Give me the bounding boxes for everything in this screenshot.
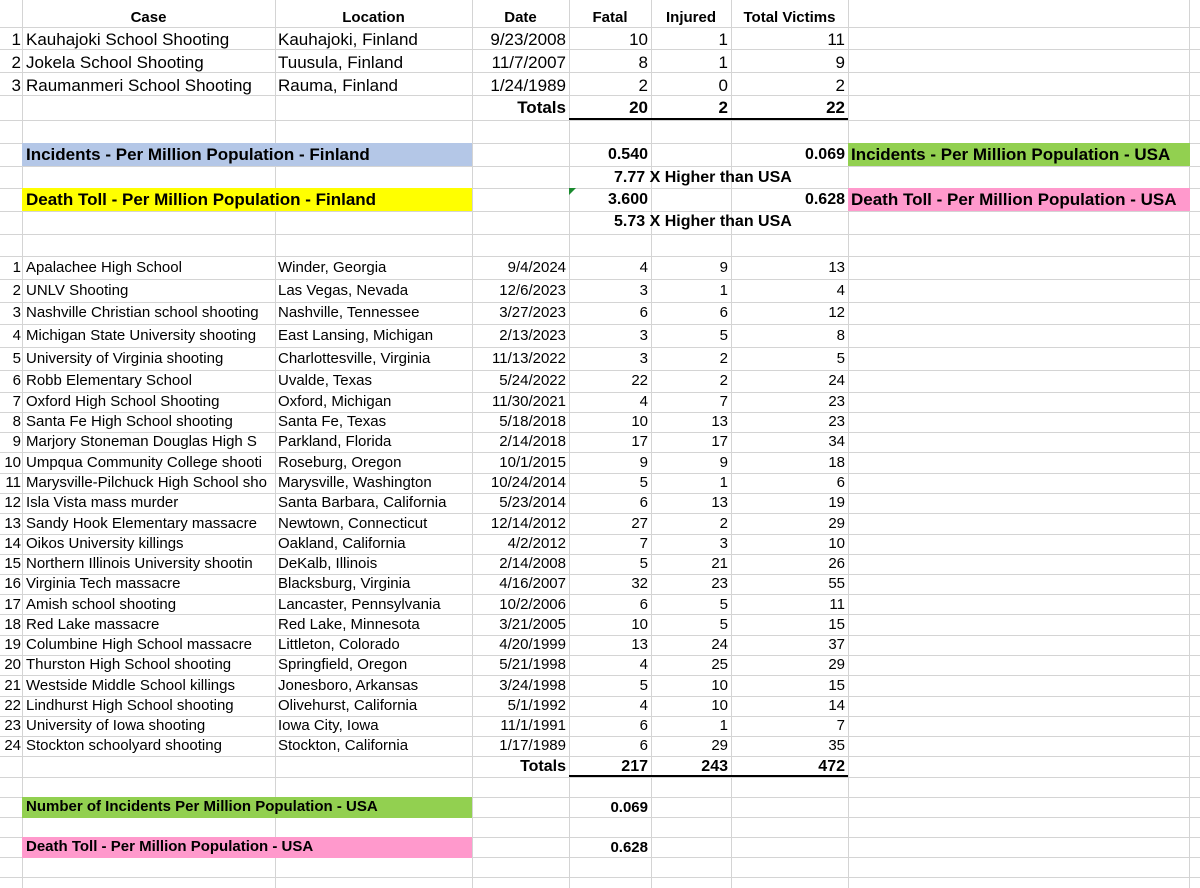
finland-row-total[interactable]: 11 [827,31,845,49]
death-usa-label[interactable]: Death Toll - Per Million Population - USA [851,191,1177,209]
row-gridline [0,392,1200,393]
usa-row-total[interactable]: 5 [836,351,845,367]
usa-row-injured[interactable]: 13 [711,495,728,511]
usa-row-fatal[interactable]: 22 [631,373,648,389]
usa-row-case[interactable]: Oxford High School Shooting [26,394,220,410]
row-gridline [0,370,1200,371]
row-gridline [0,27,1200,28]
usa-row-fatal[interactable]: 5 [639,556,648,572]
usa-row-injured[interactable]: 2 [719,373,728,389]
death-ratio[interactable]: 5.73 X Higher than USA [614,214,792,230]
row-gridline [0,614,1200,615]
row-gridline [0,120,1200,121]
row-gridline [0,675,1200,676]
row-gridline [0,877,1200,878]
usa-row-date[interactable]: 3/27/2023 [499,305,566,321]
usa-row-total[interactable]: 23 [828,414,845,430]
usa-row-total[interactable]: 10 [828,536,845,552]
header-date[interactable]: Date [504,10,537,26]
usa-row-case[interactable]: Westside Middle School killings [26,678,235,694]
usa-row-total[interactable]: 18 [828,455,845,471]
usa-totals-underline [569,775,848,777]
finland-row-date[interactable]: 1/24/1989 [490,77,566,95]
row-gridline [0,493,1200,494]
finland-row-total[interactable]: 2 [835,77,845,95]
usa-row-total[interactable]: 4 [836,283,845,299]
usa-row-fatal[interactable]: 13 [631,637,648,653]
usa-row-injured[interactable]: 5 [719,597,728,613]
usa-row-case[interactable]: University of Iowa shooting [26,718,206,734]
row-gridline [0,412,1200,413]
usa-row-location[interactable]: Santa Barbara, California [278,495,447,511]
usa-row-total[interactable]: 11 [829,597,845,613]
usa-row-total[interactable]: 34 [828,434,845,450]
usa-row-number[interactable]: 5 [12,351,21,367]
column-gridline [1189,0,1190,888]
usa-row-location[interactable]: Littleton, Colorado [278,637,400,653]
row-gridline [0,736,1200,737]
usa-row-location[interactable]: Parkland, Florida [278,434,392,450]
usa-row-total[interactable]: 6 [836,475,845,491]
finland-totals-underline [569,118,848,120]
usa-row-total[interactable]: 29 [828,657,845,673]
usa-row-date[interactable]: 4/2/2012 [507,536,566,552]
finland-row-fatal[interactable]: 2 [638,77,648,95]
usa-row-location[interactable]: Uvalde, Texas [278,373,372,389]
incidents-usa-label[interactable]: Incidents - Per Million Population - USA [851,146,1171,164]
usa-row-location[interactable]: Winder, Georgia [278,260,387,276]
usa-row-number[interactable]: 10 [4,455,21,471]
usa-row-date[interactable]: 4/16/2007 [499,576,566,592]
usa-row-case[interactable]: Santa Fe High School shooting [26,414,233,430]
usa-row-total[interactable]: 29 [828,516,845,532]
usa-row-date[interactable]: 12/14/2012 [490,516,566,532]
usa-row-date[interactable]: 9/4/2024 [507,260,566,276]
row-gridline [0,324,1200,325]
usa-row-injured[interactable]: 13 [711,414,728,430]
finland-row-case[interactable]: Jokela School Shooting [26,54,204,72]
header-total-victims[interactable]: Total Victims [743,10,836,26]
usa-row-case[interactable]: Marjory Stoneman Douglas High S [26,434,257,450]
usa-row-date[interactable]: 10/24/2014 [490,475,566,491]
usa-row-location[interactable]: Oxford, Michigan [278,394,392,410]
usa-row-case[interactable]: Nashville Christian school shooting [26,305,259,321]
finland-row-total[interactable]: 9 [835,54,845,72]
usa-row-location[interactable]: Marysville, Washington [278,475,432,491]
usa-row-number[interactable]: 14 [4,536,21,552]
summary-incidents-value[interactable]: 0.069 [610,800,648,816]
row-gridline [0,574,1200,575]
finland-row-injured[interactable]: 1 [718,54,728,72]
usa-row-case[interactable]: University of Virginia shooting [26,351,224,367]
usa-row-injured[interactable]: 1 [719,283,728,299]
usa-row-injured[interactable]: 3 [719,536,728,552]
usa-row-date[interactable]: 5/24/2022 [499,373,566,389]
usa-row-location[interactable]: DeKalb, Illinois [278,556,378,572]
finland-row-date[interactable]: 11/7/2007 [491,54,566,72]
usa-row-injured[interactable]: 6 [719,305,728,321]
usa-row-location[interactable]: Nashville, Tennessee [278,305,420,321]
usa-row-number[interactable]: 20 [4,657,21,673]
row-gridline [0,716,1200,717]
usa-row-location[interactable]: Springfield, Oregon [278,657,408,673]
usa-row-fatal[interactable]: 6 [639,495,648,511]
row-gridline [0,696,1200,697]
column-gridline [848,0,849,888]
usa-row-fatal[interactable]: 6 [639,597,648,613]
usa-row-case[interactable]: Stockton schoolyard shooting [26,738,222,754]
usa-row-case[interactable]: Amish school shooting [26,597,177,613]
usa-row-number[interactable]: 13 [4,516,21,532]
usa-row-date[interactable]: 12/6/2023 [499,283,566,299]
row-gridline [0,452,1200,453]
finland-totals-total[interactable]: 22 [826,99,845,117]
usa-row-case[interactable]: UNLV Shooting [26,283,129,299]
usa-row-fatal[interactable]: 4 [639,698,648,714]
usa-row-number[interactable]: 2 [12,283,21,299]
usa-row-fatal[interactable]: 4 [639,657,648,673]
usa-row-injured[interactable]: 23 [711,576,728,592]
usa-row-injured[interactable]: 2 [719,516,728,532]
usa-row-case[interactable]: Robb Elementary School [26,373,192,389]
row-gridline [0,347,1200,348]
usa-row-total[interactable]: 19 [828,495,845,511]
usa-row-date[interactable]: 11/30/2021 [492,394,566,410]
usa-row-injured[interactable]: 17 [711,434,728,450]
usa-row-date[interactable]: 10/2/2006 [499,597,566,613]
usa-row-injured[interactable]: 9 [719,455,728,471]
usa-row-fatal[interactable]: 3 [639,351,648,367]
usa-row-fatal[interactable]: 10 [631,414,648,430]
usa-row-injured[interactable]: 5 [719,617,728,633]
usa-row-location[interactable]: Las Vegas, Nevada [278,283,409,299]
usa-row-total[interactable]: 15 [828,617,845,633]
usa-row-number[interactable]: 16 [4,576,21,592]
usa-row-total[interactable]: 37 [828,637,845,653]
usa-row-number[interactable]: 8 [12,414,21,430]
usa-row-location[interactable]: Newtown, Connecticut [278,516,428,532]
usa-row-number[interactable]: 12 [4,495,21,511]
usa-row-case[interactable]: Virginia Tech massacre [26,576,181,592]
usa-row-fatal[interactable]: 10 [631,617,648,633]
usa-totals-fatal[interactable]: 217 [621,759,648,775]
finland-row-case[interactable]: Raumanmeri School Shooting [26,77,252,95]
usa-row-location[interactable]: Iowa City, Iowa [278,718,379,734]
usa-row-number[interactable]: 21 [4,678,21,694]
usa-row-date[interactable]: 5/23/2014 [499,495,566,511]
row-gridline [0,234,1200,235]
usa-row-location[interactable]: Roseburg, Oregon [278,455,402,471]
usa-row-total[interactable]: 14 [828,698,845,714]
usa-row-number[interactable]: 4 [12,328,21,344]
usa-row-case[interactable]: Umpqua Community College shooti [26,455,262,471]
usa-row-injured[interactable]: 24 [711,637,728,653]
usa-row-date[interactable]: 4/20/1999 [499,637,566,653]
usa-row-date[interactable]: 10/1/2015 [499,455,566,471]
usa-row-date[interactable]: 11/1/1991 [500,718,566,734]
usa-row-case[interactable]: Red Lake massacre [26,617,160,633]
usa-row-injured[interactable]: 21 [711,556,728,572]
row-gridline [0,432,1200,433]
usa-row-fatal[interactable]: 3 [639,328,648,344]
row-gridline [0,166,1200,167]
usa-row-date[interactable]: 3/24/1998 [499,678,566,694]
usa-row-date[interactable]: 2/13/2023 [499,328,566,344]
usa-row-location[interactable]: Oakland, California [278,536,406,552]
usa-row-case[interactable]: Northern Illinois University shootin [26,556,253,572]
incidents-finland-label[interactable]: Incidents - Per Million Population - Finland [26,146,370,164]
summary-death-label[interactable]: Death Toll - Per Million Population - USA [26,839,314,855]
usa-totals-label[interactable]: Totals [520,759,566,775]
usa-row-date[interactable]: 5/18/2018 [499,414,566,430]
incidents-ratio[interactable]: 7.77 X Higher than USA [614,170,792,186]
row-gridline [0,513,1200,514]
usa-row-total[interactable]: 23 [828,394,845,410]
usa-row-injured[interactable]: 10 [711,698,728,714]
usa-row-fatal[interactable]: 6 [639,305,648,321]
usa-row-injured[interactable]: 25 [711,657,728,673]
finland-row-case[interactable]: Kauhajoki School Shooting [26,31,230,49]
usa-row-fatal[interactable]: 3 [639,283,648,299]
header-location[interactable]: Location [342,10,405,26]
usa-row-number[interactable]: 7 [12,394,21,410]
usa-row-case[interactable]: Columbine High School massacre [26,637,252,653]
usa-row-number[interactable]: 17 [4,597,21,613]
usa-row-case[interactable]: Isla Vista mass murder [26,495,179,511]
usa-row-location[interactable]: Santa Fe, Texas [278,414,387,430]
usa-row-injured[interactable]: 7 [719,394,728,410]
usa-row-location[interactable]: Lancaster, Pennsylvania [278,597,441,613]
usa-row-number[interactable]: 18 [4,617,21,633]
death-finland-value[interactable]: 3.600 [607,192,648,208]
finland-totals-label[interactable]: Totals [517,99,566,117]
incidents-finland-value[interactable]: 0.540 [607,147,648,163]
usa-totals-total[interactable]: 472 [818,759,845,775]
row-gridline [0,756,1200,757]
usa-row-date[interactable]: 5/1/1992 [507,698,566,714]
usa-row-fatal[interactable]: 5 [639,475,648,491]
row-gridline [0,302,1200,303]
row-gridline [0,211,1200,212]
finland-row-location[interactable]: Tuusula, Finland [278,54,404,72]
usa-row-fatal[interactable]: 9 [639,455,648,471]
usa-row-total[interactable]: 13 [828,260,845,276]
usa-row-date[interactable]: 1/17/1989 [499,738,566,754]
usa-row-injured[interactable]: 9 [719,260,728,276]
usa-row-case[interactable]: Michigan State University shooting [26,328,257,344]
usa-row-case[interactable]: Apalachee High School [26,260,182,276]
usa-row-fatal[interactable]: 27 [631,516,648,532]
usa-row-total[interactable]: 26 [828,556,845,572]
usa-row-location[interactable]: Stockton, California [278,738,409,754]
usa-row-injured[interactable]: 1 [719,475,728,491]
usa-row-location[interactable]: Blacksburg, Virginia [278,576,411,592]
usa-row-injured[interactable]: 2 [719,351,728,367]
usa-row-number[interactable]: 9 [12,434,21,450]
usa-row-fatal[interactable]: 17 [631,434,648,450]
usa-row-number[interactable]: 6 [12,373,21,389]
usa-row-location[interactable]: Charlottesville, Virginia [278,351,431,367]
usa-row-injured[interactable]: 1 [719,718,728,734]
usa-row-fatal[interactable]: 5 [639,678,648,694]
usa-row-fatal[interactable]: 6 [639,718,648,734]
usa-row-total[interactable]: 12 [828,305,845,321]
usa-row-total[interactable]: 55 [828,576,845,592]
usa-row-location[interactable]: Red Lake, Minnesota [278,617,420,633]
row-gridline [0,777,1200,778]
finland-row-injured[interactable]: 0 [718,77,728,95]
usa-row-fatal[interactable]: 6 [639,738,648,754]
row-gridline [0,594,1200,595]
incidents-usa-value[interactable]: 0.069 [804,147,845,163]
finland-row-fatal[interactable]: 10 [629,31,648,49]
usa-row-injured[interactable]: 10 [711,678,728,694]
usa-row-total[interactable]: 35 [828,738,845,754]
finland-row-number[interactable]: 2 [11,54,21,72]
usa-row-location[interactable]: East Lansing, Michigan [278,328,434,344]
finland-row-number[interactable]: 3 [11,77,21,95]
usa-row-case[interactable]: Marysville-Pilchuck High School sho [26,475,267,491]
header-fatal[interactable]: Fatal [592,10,628,26]
usa-row-number[interactable]: 22 [4,698,21,714]
finland-row-injured[interactable]: 1 [718,31,728,49]
row-gridline [0,655,1200,656]
usa-row-injured[interactable]: 29 [711,738,728,754]
row-gridline [0,256,1200,257]
row-gridline [0,473,1200,474]
summary-incidents-label[interactable]: Number of Incidents Per Million Population - USA [26,799,378,815]
summary-death-value[interactable]: 0.628 [610,840,648,856]
row-gridline [0,534,1200,535]
usa-row-number[interactable]: 3 [12,305,21,321]
usa-row-case[interactable]: Oikos University killings [26,536,184,552]
usa-row-total[interactable]: 15 [828,678,845,694]
usa-row-total[interactable]: 7 [836,718,845,734]
usa-row-number[interactable]: 11 [5,475,21,491]
usa-row-fatal[interactable]: 7 [639,536,648,552]
finland-totals-injured[interactable]: 2 [718,99,728,117]
column-gridline [22,0,23,888]
finland-row-number[interactable]: 1 [11,31,21,49]
death-finland-label[interactable]: Death Toll - Per Million Population - Finland [26,191,377,209]
header-injured[interactable]: Injured [665,10,716,26]
usa-row-number[interactable]: 23 [4,718,21,734]
usa-row-number[interactable]: 1 [12,260,21,276]
usa-row-injured[interactable]: 5 [719,328,728,344]
usa-row-total[interactable]: 24 [828,373,845,389]
column-gridline [275,0,276,888]
usa-row-date[interactable]: 2/14/2018 [499,434,566,450]
finland-row-fatal[interactable]: 8 [638,54,648,72]
usa-row-fatal[interactable]: 4 [639,394,648,410]
usa-row-number[interactable]: 19 [4,637,21,653]
usa-row-number[interactable]: 15 [4,556,21,572]
usa-row-date[interactable]: 11/13/2022 [492,351,566,367]
usa-row-case[interactable]: Lindhurst High School shooting [26,698,234,714]
row-gridline [0,554,1200,555]
usa-row-number[interactable]: 24 [4,738,21,754]
finland-row-date[interactable]: 9/23/2008 [490,31,566,49]
row-gridline [0,635,1200,636]
death-usa-value[interactable]: 0.628 [804,192,845,208]
usa-row-case[interactable]: Thurston High School shooting [26,657,232,673]
usa-row-fatal[interactable]: 4 [639,260,648,276]
usa-row-location[interactable]: Jonesboro, Arkansas [278,678,419,694]
finland-totals-fatal[interactable]: 20 [629,99,648,117]
finland-row-location[interactable]: Rauma, Finland [278,77,399,95]
header-case[interactable]: Case [130,10,167,26]
usa-row-fatal[interactable]: 32 [631,576,648,592]
usa-row-date[interactable]: 2/14/2008 [499,556,566,572]
finland-row-location[interactable]: Kauhajoki, Finland [278,31,418,49]
usa-row-date[interactable]: 3/21/2005 [499,617,566,633]
usa-row-date[interactable]: 5/21/1998 [499,657,566,673]
usa-totals-injured[interactable]: 243 [701,759,728,775]
row-gridline [0,279,1200,280]
usa-row-case[interactable]: Sandy Hook Elementary massacre [26,516,257,532]
usa-row-location[interactable]: Olivehurst, California [278,698,418,714]
usa-row-total[interactable]: 8 [836,328,845,344]
